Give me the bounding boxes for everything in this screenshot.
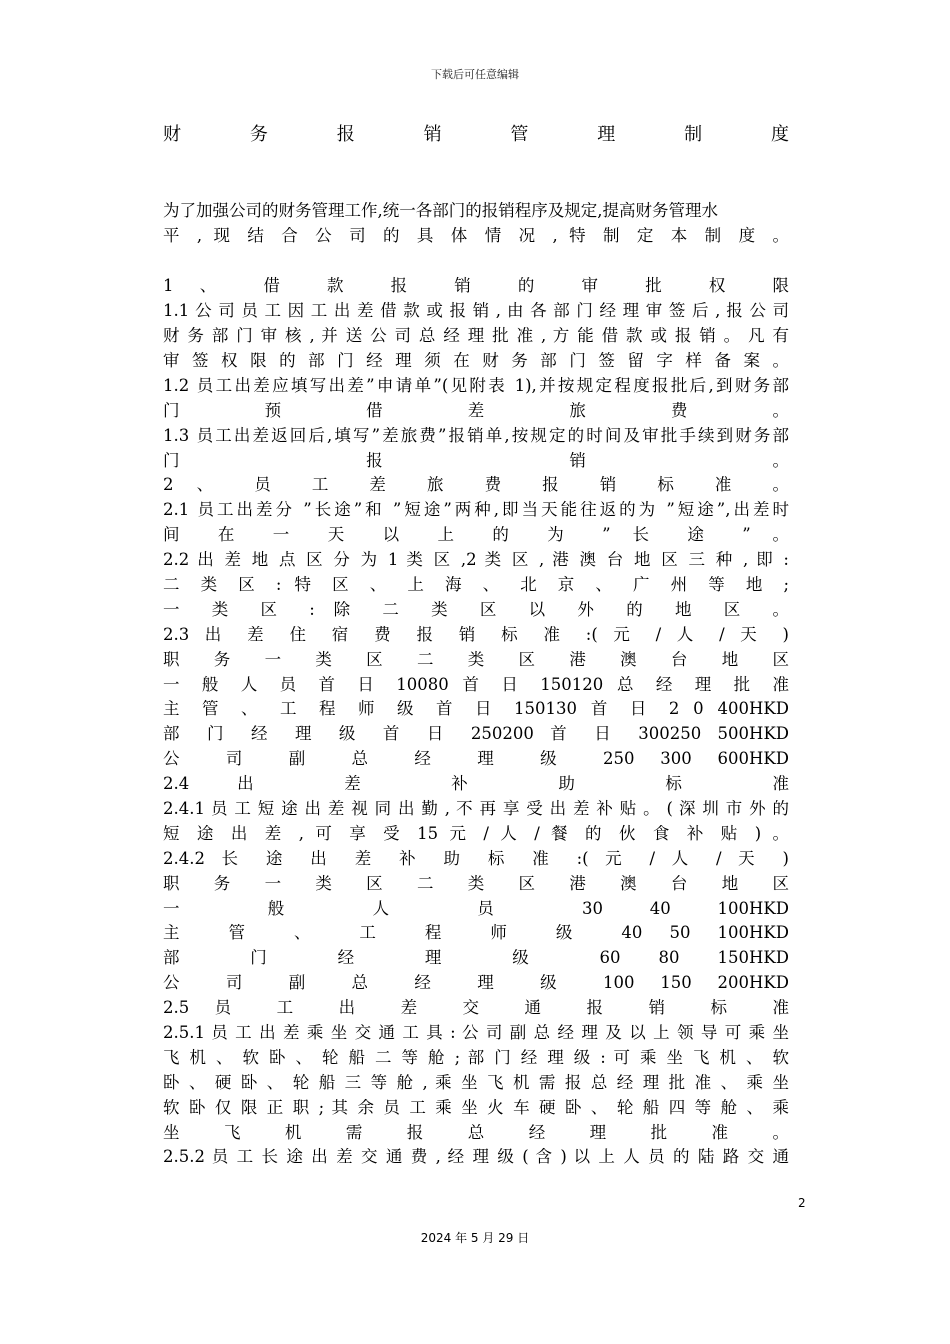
body-line: 财 务 部 门 审 核 , 并 送 公 司 总 经 理 批 准 , 方 能 借 款 或 报 销 。 凡 有: [163, 326, 789, 346]
body-line: 2.2 出 差 地 点 区 分 为 1 类 区 ,2 类 区 , 港 澳 台 地 区 三 种 , 即 :: [163, 550, 789, 570]
body-line: 短 途 出 差 , 可 享 受 15 元 / 人 / 餐 的 伙 食 补 贴 ) 。: [163, 823, 789, 843]
body-line: 2.5.2 员 工 长 途 出 差 交 通 费 , 经 理 级 ( 含 ) 以 上 人 员 的 陆 路 交 通: [163, 1147, 789, 1167]
body-line: 1 、 借 款 报 销 的 审 批 权 限: [163, 276, 789, 296]
body-line: 公 司 副 总 经 理 级 250 300 600HKD: [163, 749, 789, 769]
body-line: 2.4.1 员 工 短 途 出 差 视 同 出 勤 , 不 再 享 受 出 差 补 贴 。 ( 深 圳 市 外 的: [163, 798, 789, 818]
body-line: 2.4 出 差 补 助 标 准: [163, 774, 789, 794]
body-line: 一 类 区 : 除 二 类 区 以 外 的 地 区 。: [163, 599, 789, 619]
body-line: [163, 249, 789, 275]
page-header: 下载后可任意编辑: [431, 68, 519, 81]
body-line: 坐 飞 机 需 报 总 经 理 批 准 。: [163, 1122, 789, 1142]
page-footer-date: 2024 年 5 月 29 日: [420, 1231, 530, 1245]
body-line: 2.4.2 长 途 出 差 补 助 标 准 :( 元 / 人 / 天 ): [163, 848, 789, 868]
body-line: 1.2 员工出差应填写出差”申请单”(见附表 1),并按规定程度报批后,到财务部: [163, 375, 789, 395]
body-line: 1.3 员工出差返回后,填写”差旅费”报销单,按规定的时间及审批手续到财务部: [163, 425, 789, 445]
body-line: 二 类 区 : 特 区 、 上 海 、 北 京 、 广 州 等 地 ;: [163, 574, 789, 594]
body-line: 主 管 、 工 程 师 级 首 日 150130 首 日 2 0 400HKD: [163, 699, 789, 719]
body-line: 一 般 人 员 30 40 100HKD: [163, 898, 789, 918]
body-line: 门 报 销 。: [163, 450, 789, 470]
body-line: 为了加强公司的财务管理工作,统一各部门的报销程序及规定,提高财务管理水: [163, 201, 718, 220]
body-line: 一 般 人 员 首 日 10080 首 日 150120 总 经 理 批 准: [163, 674, 789, 694]
body-line: 2.5.1 员 工 出 差 乘 坐 交 通 工 具 : 公 司 副 总 经 理 及 以 上 领 导 可 乘 坐: [163, 1023, 789, 1042]
body-line: 2.3 出 差 住 宿 费 报 销 标 准 :( 元 / 人 / 天 ): [163, 624, 789, 644]
body-line: 审 签 权 限 的 部 门 经 理 须 在 财 务 部 门 签 留 字 样 备 案 。: [163, 350, 789, 370]
body-line: 间 在 一 天 以 上 的 为 ” 长 途 ” 。: [163, 525, 789, 545]
body-line: 部 门 经 理 级 60 80 150HKD: [163, 948, 789, 968]
body-line: 部 门 经 理 级 首 日 250200 首 日 300250 500HKD: [163, 724, 789, 744]
page-number: 2: [798, 1196, 806, 1210]
body-line: 2.5 员 工 出 差 交 通 报 销 标 准: [163, 998, 789, 1018]
body-line: 2.1 员工出差分 ”长途”和 ”短途”两种,即当天能往返的为 ”短途”,出差时: [163, 500, 789, 520]
body-line: 卧 、 硬 卧 、 轮 船 三 等 舱 , 乘 坐 飞 机 需 报 总 经 理 批 准 、 乘 坐: [163, 1072, 789, 1092]
body-line: 平 , 现 结 合 公 司 的 具 体 情 况 , 特 制 定 本 制 度 。: [163, 225, 789, 245]
body-line: 职 务 一 类 区 二 类 区 港 澳 台 地 区: [163, 873, 789, 893]
body-line: 公 司 副 总 经 理 级 100 150 200HKD: [163, 973, 789, 993]
body-line: 1.1 公 司 员 工 因 工 出 差 借 款 或 报 销 , 由 各 部 门 经 理 审 签 后 , 报 公 司: [163, 301, 789, 321]
document-body: [163, 199, 789, 1170]
body-line: 门 预 借 差 旅 费 。: [163, 400, 789, 420]
body-line: 2 、 员 工 差 旅 费 报 销 标 准 。: [163, 475, 789, 495]
body-line: 飞 机 、 软 卧 、 轮 船 二 等 舱 ; 部 门 经 理 级 : 可 乘 坐 飞 机 、 软: [163, 1047, 789, 1067]
body-line: 职 务 一 类 区 二 类 区 港 澳 台 地 区: [163, 649, 789, 669]
body-line: 主 管 、 工 程 师 级 40 50 100HKD: [163, 923, 789, 943]
body-line: 软 卧 仅 限 正 职 ; 其 余 员 工 乘 坐 火 车 硬 卧 、 轮 船 四 等 舱 、 乘: [163, 1097, 789, 1117]
document-title: 财 务 报 销 管 理 制 度: [163, 124, 789, 145]
